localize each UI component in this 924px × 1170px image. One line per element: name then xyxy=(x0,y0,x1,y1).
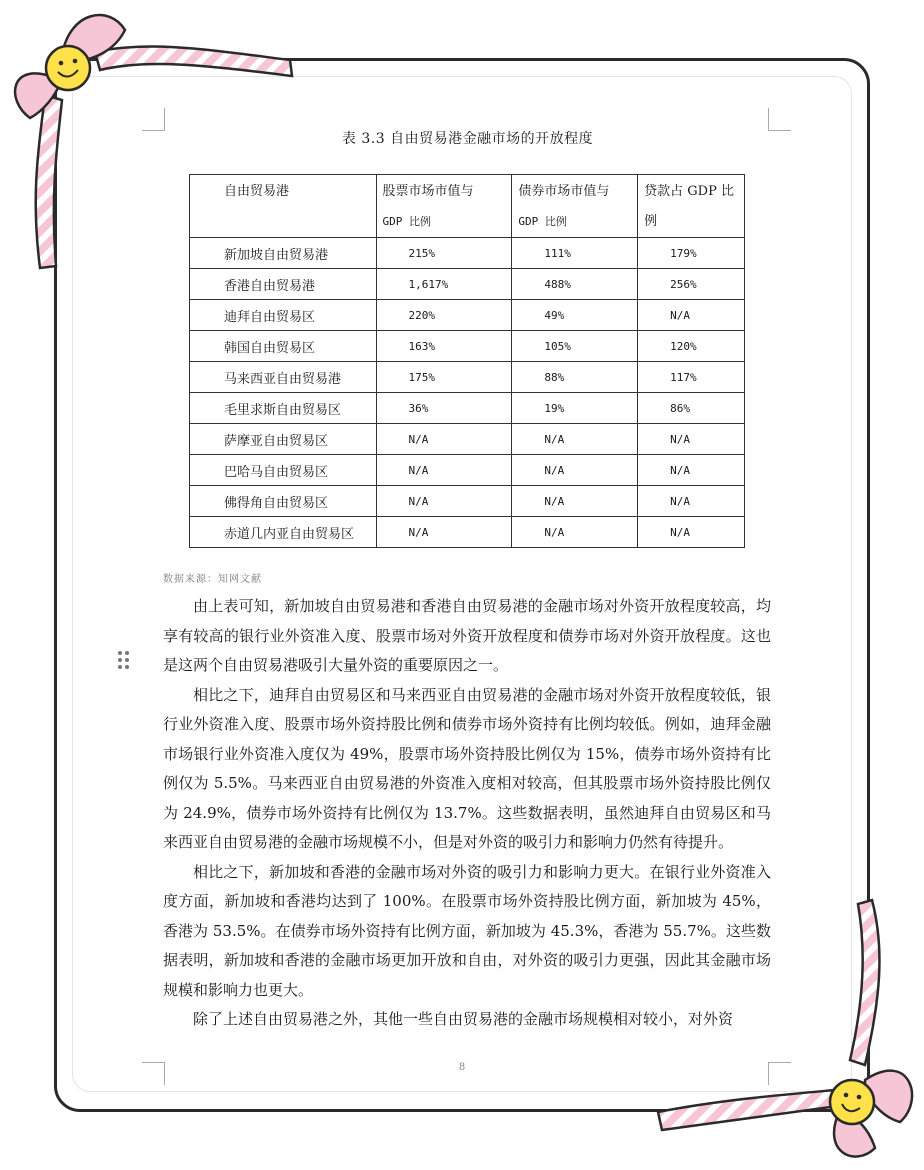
cell-loan: 120% xyxy=(638,331,745,362)
cell-loan: 86% xyxy=(638,393,745,424)
table-row xyxy=(190,517,745,548)
cell-bond: 49% xyxy=(512,300,638,331)
cell-port: 韩国自由贸易区 xyxy=(190,331,377,362)
header-port: 自由贸易港 xyxy=(190,175,377,238)
cell-bond: 111% xyxy=(512,238,638,269)
paragraph: 相比之下，迪拜自由贸易区和马来西亚自由贸易港的金融市场对外资开放程度较低，银行业外资准入度、股票市场外资持股比例和债券市场外资持有比例均较低。例如，迪拜金融市场银行业外资准入度仅为 49%，股票市场外资持股比例仅为 15%，债券市场外资持有比例仅为 5.5%。马来西亚自由贸易港的外资准入度相对较高，但其股票市场外资持股比例仅为 24.9%，债券市场外资持有比例仅为 13.7%。这些数据表明，虽然迪拜自由贸易区和马来西亚自由贸易港的金融市场规模不小，但是对外资的吸引力和影响力仍然有待提升。 xyxy=(163,685,771,851)
cell-bond: 88% xyxy=(512,362,638,393)
table-row xyxy=(190,362,745,393)
cell-stock: N/A xyxy=(376,424,512,455)
cell-loan: 117% xyxy=(638,362,745,393)
cell-stock: N/A xyxy=(376,517,512,548)
cell-loan: N/A xyxy=(638,424,745,455)
table-header-row xyxy=(190,175,745,238)
cell-bond: 105% xyxy=(512,331,638,362)
table-row xyxy=(190,300,745,331)
cell-stock: 36% xyxy=(376,393,512,424)
cell-stock: N/A xyxy=(376,455,512,486)
table-caption: 表 3.3 自由贸易港金融市场的开放程度 xyxy=(341,131,594,147)
cell-loan: 256% xyxy=(638,269,745,300)
cell-stock: N/A xyxy=(376,486,512,517)
table-source-note: 数据来源：知网文献 xyxy=(163,574,262,585)
cell-port: 萨摩亚自由贸易区 xyxy=(190,424,377,455)
cell-port: 迪拜自由贸易区 xyxy=(190,300,377,331)
cell-port: 佛得角自由贸易区 xyxy=(190,486,377,517)
cell-port: 新加坡自由贸易港 xyxy=(190,238,377,269)
header-loan-gdp: 贷款占 GDP 比 例 xyxy=(638,175,745,238)
cell-bond: N/A xyxy=(512,486,638,517)
cell-stock: 163% xyxy=(376,331,512,362)
cell-loan: 179% xyxy=(638,238,745,269)
page-number: 8 xyxy=(458,1062,466,1073)
header-stock-gdp: 股票市场市值与 GDP 比例 xyxy=(376,175,512,238)
table-row xyxy=(190,269,745,300)
drag-handle-icon[interactable] xyxy=(118,651,130,669)
paragraph: 除了上述自由贸易港之外，其他一些自由贸易港的金融市场规模相对较小，对外资 xyxy=(193,1010,734,1028)
table-row xyxy=(190,486,745,517)
table-row xyxy=(190,238,745,269)
cell-loan: N/A xyxy=(638,300,745,331)
cell-stock: 220% xyxy=(376,300,512,331)
cell-loan: N/A xyxy=(638,486,745,517)
cell-stock: 1,617% xyxy=(376,269,512,300)
cell-bond: 488% xyxy=(512,269,638,300)
cell-port: 香港自由贸易港 xyxy=(190,269,377,300)
cell-bond: N/A xyxy=(512,424,638,455)
paragraph: 由上表可知，新加坡自由贸易港和香港自由贸易港的金融市场对外资开放程度较高，均享有较高的银行业外资准入度、股票市场对外资开放程度和债券市场对外资开放程度。这也是这两个自由贸易港吸引大量外资的重要原因之一。 xyxy=(163,597,771,674)
table-row xyxy=(190,424,745,455)
cell-port: 赤道几内亚自由贸易区 xyxy=(190,517,377,548)
cell-port: 巴哈马自由贸易区 xyxy=(190,455,377,486)
crop-mark-top-right xyxy=(768,108,791,131)
paragraph: 相比之下，新加坡和香港的金融市场对外资的吸引力和影响力更大。在银行业外资准入度方面，新加坡和香港均达到了 100%。在股票市场外资持股比例方面，新加坡为 45%，香港为 53.5%。在债券市场外资持有比例方面，新加坡为 45.3%，香港为 55.7%。这些数据表明，新加坡和香港的金融市场更加开放和自由，对外资的吸引力更强，因此其金融市场规模和影响力也更大。 xyxy=(163,862,771,999)
cell-bond: N/A xyxy=(512,455,638,486)
cell-bond: N/A xyxy=(512,517,638,548)
cell-bond: 19% xyxy=(512,393,638,424)
cell-stock: 175% xyxy=(376,362,512,393)
cell-port: 毛里求斯自由贸易区 xyxy=(190,393,377,424)
table-row xyxy=(190,455,745,486)
cell-port: 马来西亚自由贸易港 xyxy=(190,362,377,393)
cell-stock: 215% xyxy=(376,238,512,269)
table-row xyxy=(190,393,745,424)
cell-loan: N/A xyxy=(638,455,745,486)
cell-loan: N/A xyxy=(638,517,745,548)
table-row xyxy=(190,331,745,362)
open-degree-table xyxy=(189,174,745,548)
body-text xyxy=(163,592,771,1035)
header-bond-gdp: 债券市场市值与 GDP 比例 xyxy=(512,175,638,238)
